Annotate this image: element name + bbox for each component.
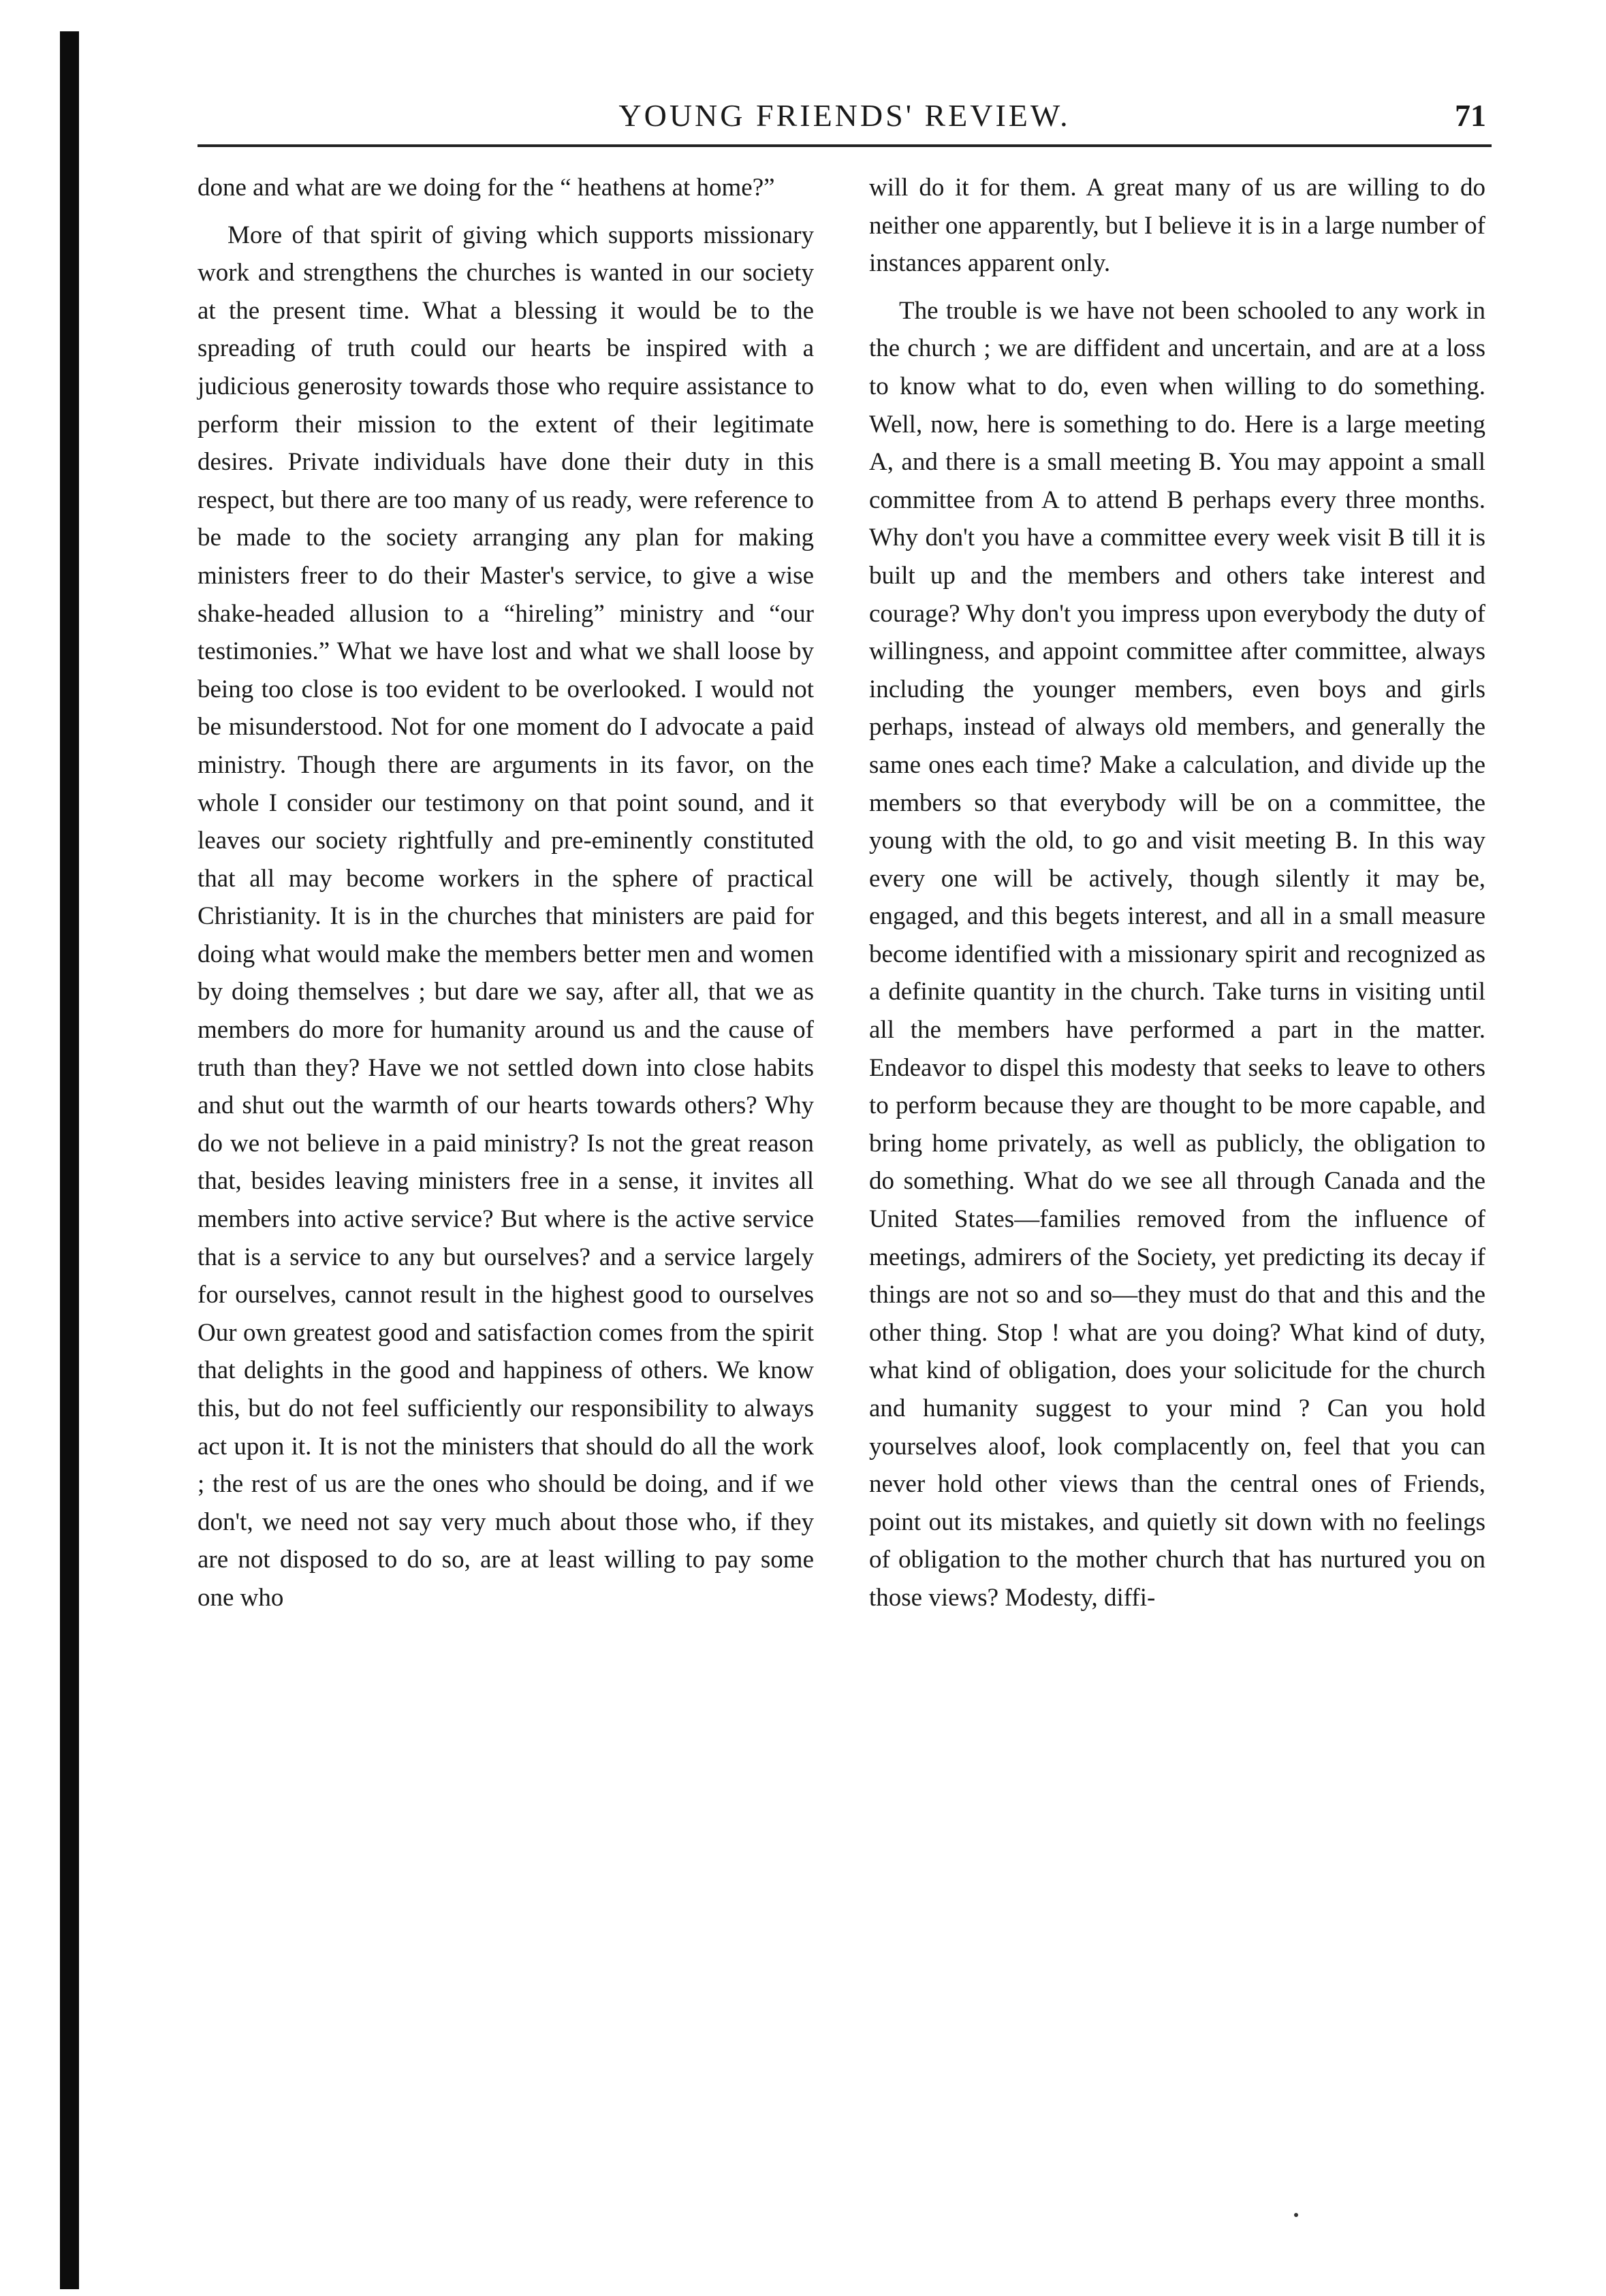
left-column xyxy=(198,169,814,1627)
page-header xyxy=(198,89,1492,147)
header-rule xyxy=(198,144,1492,147)
right-column xyxy=(869,169,1485,1627)
right-paragraph-1: will do it for them. A great many of us are willing to do neither one apparently, but I believe it is in a large number of instances apparent only. xyxy=(869,174,1485,278)
right-paragraph-2: The trouble is we have not been schooled to any work in the church ; we are diffident and uncertain, and are at a loss to know what to do, even when willing to do something. Well, now, here is something to do. Here is a large meeting A, and there is a small meeting B. You may appoint a small committee from A to attend B perhaps every three months. Why don't you have a committee every week visit B till it is built up and the members and others take interest and courage? Why don't you impress upon everybody the duty of willingness, and appoint committee after committee, always including the younger members, even boys and girls perhaps, instead of always old members, and generally the same ones each time? Make a calculation, and divide up the members so that everybody will be on a committee, the young with the old, to go and visit meeting B. In this way every one will be actively, though silently it may be, engaged, and this begets interest, and all in a small measure become identified with a missionary spirit and recognized as a definite quantity in the church. Take turns in visiting until all the members have performed a part in the matter. Endeavor to dispel this modesty that seeks to leave to others to perform because they are thought to be more capable, and bring home privately, as well as publicly, the obligation to do something. What do we see all through Canada and the United States—families removed from the influence of meetings, admirers of the Society, yet predicting its decay if things are not so and so—they must do that and this and the other thing. Stop ! what are you doing? What kind of duty, what kind of obligation, does your solicitude for the church and humanity suggest to your mind ? Can you hold yourselves aloof, look complacently on, feel that you can never hold other views than the central ones of Friends, point out its mistakes, and quietly sit down with no feelings of obligation to the mother church that has nurtured you on those views? Modesty, diffi- xyxy=(869,296,1485,1612)
page-number: 71 xyxy=(1455,98,1486,133)
footer-ink-mark xyxy=(1294,2213,1298,2217)
left-paragraph-1: done and what are we doing for the “ heathens at home?” xyxy=(198,174,775,202)
left-paragraph-2: More of that spirit of giving which supports missionary work and strengthens the churches is wanted in our society at the present time. What a blessing it would be to the spreading of truth could our hearts be inspired with a judicious generosity towards those who require assistance to perform their mission to the extent of their legitimate desires. Private individuals have done their duty in this respect, but there are too many of us ready, were reference to be made to the society arranging any plan for making ministers freer to do their Master's service, to give a wise shake-headed allusion to a “hireling” ministry and “our testimonies.” What we have lost and what we shall loose by being too close is too evident to be overlooked. I would not be misunderstood. Not for one moment do I advocate a paid ministry. Though there are arguments in its favor, on the whole I consider our testimony on that point sound, and it leaves our society rightfully and pre-eminently constituted that all may become workers in the sphere of practical Christianity. It is in the churches that ministers are paid for doing what would make the members better men and women by doing themselves ; but dare we say, after all, that we as members do more for humanity around us and the cause of truth than they? Have we not settled down into close habits and shut out the warmth of our hearts towards others? Why do we not believe in a paid ministry? Is not the great reason that, besides leaving ministers free in a sense, it invites all members into active service? But where is the active service that is a service to any but ourselves? and a service largely for ourselves, cannot result in the highest good to ourselves Our own greatest good and satisfaction comes from the spirit that delights in the good and happiness of others. We know this, but do not feel sufficiently our responsibility to always act upon it. It is not the ministers that should do all the work ; the rest of us are the ones who should be doing, and if we don't, we need not say very much about those who, if they are not disposed to do so, are at least willing to pay some one who xyxy=(198,221,814,1612)
page-binding-edge xyxy=(60,31,79,2289)
running-title: YOUNG FRIENDS' REVIEW. xyxy=(618,98,1071,133)
